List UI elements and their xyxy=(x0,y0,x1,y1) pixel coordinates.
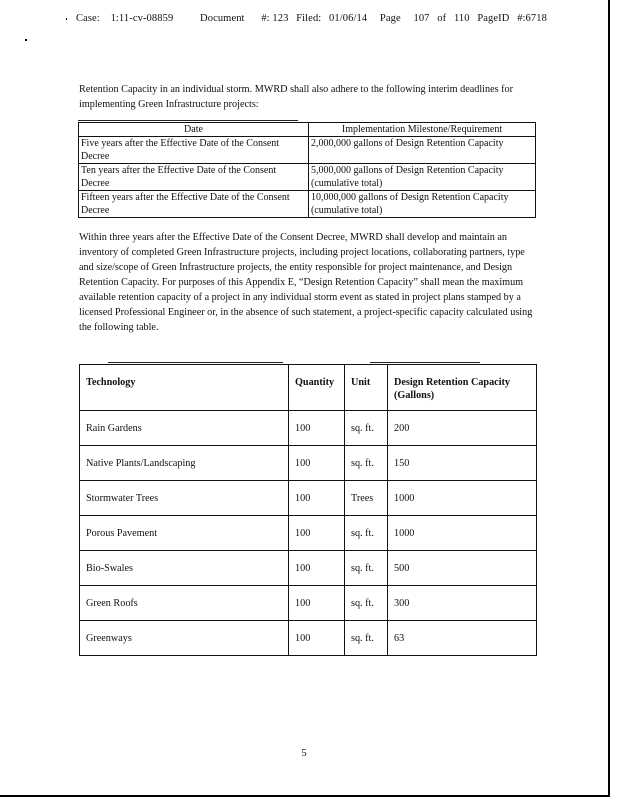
filed-label: Filed: xyxy=(296,13,322,24)
unit-cell: sq. ft. xyxy=(345,586,388,621)
unit-cell: sq. ft. xyxy=(345,446,388,481)
technology-cell: Porous Pavement xyxy=(80,516,289,551)
scan-speck xyxy=(66,18,67,20)
unit-cell: sq. ft. xyxy=(345,621,388,656)
deadline-header-date: Date xyxy=(79,123,309,137)
unit-cell: sq. ft. xyxy=(345,551,388,586)
quantity-cell: 100 xyxy=(289,411,345,446)
page-footer-number: 5 xyxy=(301,748,307,759)
court-filing-header xyxy=(76,13,547,24)
technology-cell: Stormwater Trees xyxy=(80,481,289,516)
unit-header: Unit xyxy=(345,365,388,411)
unit-cell: Trees xyxy=(345,481,388,516)
capacity-cell: 300 xyxy=(388,586,537,621)
technology-table-header-row xyxy=(80,365,537,411)
technology-cell: Native Plants/Landscaping xyxy=(80,446,289,481)
table-row xyxy=(80,411,537,446)
table-row xyxy=(80,551,537,586)
capacity-cell: 1000 xyxy=(388,516,537,551)
total-pages: 110 xyxy=(453,13,470,24)
scan-artifact-line xyxy=(108,362,283,363)
technology-cell: Green Roofs xyxy=(80,586,289,621)
table-row xyxy=(80,481,537,516)
pageid-label: PageID xyxy=(477,13,510,24)
deadline-milestone-cell: 10,000,000 gallons of Design Retention Capacity (cumulative total) xyxy=(309,191,536,218)
scan-artifact-line xyxy=(370,362,480,363)
quantity-cell: 100 xyxy=(289,586,345,621)
table-row xyxy=(80,621,537,656)
scan-artifact-line xyxy=(78,120,298,121)
pageid-value: #:6718 xyxy=(517,13,547,24)
deadline-table-header-row xyxy=(79,123,536,137)
unit-cell: sq. ft. xyxy=(345,516,388,551)
capacity-header: Design Retention Capacity (Gallons) xyxy=(388,365,537,411)
deadline-date-cell: Five years after the Effective Date of the Consent Decree xyxy=(79,137,309,164)
document-number: #: 123 xyxy=(261,13,289,24)
body-paragraph: Within three years after the Effective Date of the Consent Decree, MWRD shall develop and maintain an inventory of completed Green Infrastructure projects, including project locations, collaborating partners, type and size/scope of Green Infrastructure projects, the entity responsible for project maintenance, and Design Retention Capacity. For purposes of this Appendix E, “Design Retention Capacity” shall mean the maximum available retention capacity of a project in any individual storm event as stated in project plans stamped by a licensed Professional Engineer or, in the absence of such statement, a project-specific capacity calculated using the following table. xyxy=(79,232,533,333)
case-number: 1:11-cv-08859 xyxy=(110,13,174,24)
table-row xyxy=(80,516,537,551)
deadline-table xyxy=(78,122,536,218)
table-row xyxy=(79,137,536,164)
intro-paragraph: Retention Capacity in an individual storm. MWRD shall also adhere to the following interim deadlines for implementing Green Infrastructure projects: xyxy=(79,84,514,110)
document-label: Document xyxy=(200,13,245,24)
quantity-cell: 100 xyxy=(289,516,345,551)
technology-header: Technology xyxy=(80,365,289,411)
technology-cell: Rain Gardens xyxy=(80,411,289,446)
page-number: 107 xyxy=(413,13,430,24)
capacity-cell: 1000 xyxy=(388,481,537,516)
capacity-cell: 200 xyxy=(388,411,537,446)
filed-date: 01/06/14 xyxy=(329,13,368,24)
quantity-cell: 100 xyxy=(289,481,345,516)
deadline-milestone-cell: 2,000,000 gallons of Design Retention Capacity xyxy=(309,137,536,164)
quantity-header: Quantity xyxy=(289,365,345,411)
table-row xyxy=(79,164,536,191)
capacity-cell: 500 xyxy=(388,551,537,586)
capacity-cell: 150 xyxy=(388,446,537,481)
table-row xyxy=(79,191,536,218)
scan-speck xyxy=(25,39,27,41)
deadline-milestone-cell: 5,000,000 gallons of Design Retention Capacity (cumulative total) xyxy=(309,164,536,191)
technology-cell: Bio-Swales xyxy=(80,551,289,586)
technology-cell: Greenways xyxy=(80,621,289,656)
deadline-date-cell: Fifteen years after the Effective Date of the Consent Decree xyxy=(79,191,309,218)
unit-cell: sq. ft. xyxy=(345,411,388,446)
capacity-cell: 63 xyxy=(388,621,537,656)
table-row xyxy=(80,446,537,481)
page-label: Page xyxy=(379,13,401,24)
technology-capacity-table xyxy=(79,364,537,656)
deadline-date-cell: Ten years after the Effective Date of the Consent Decree xyxy=(79,164,309,191)
quantity-cell: 100 xyxy=(289,621,345,656)
deadline-header-milestone: Implementation Milestone/Requirement xyxy=(309,123,536,137)
of-label: of xyxy=(437,13,447,24)
quantity-cell: 100 xyxy=(289,446,345,481)
table-row xyxy=(80,586,537,621)
case-label: Case: xyxy=(76,13,100,24)
quantity-cell: 100 xyxy=(289,551,345,586)
